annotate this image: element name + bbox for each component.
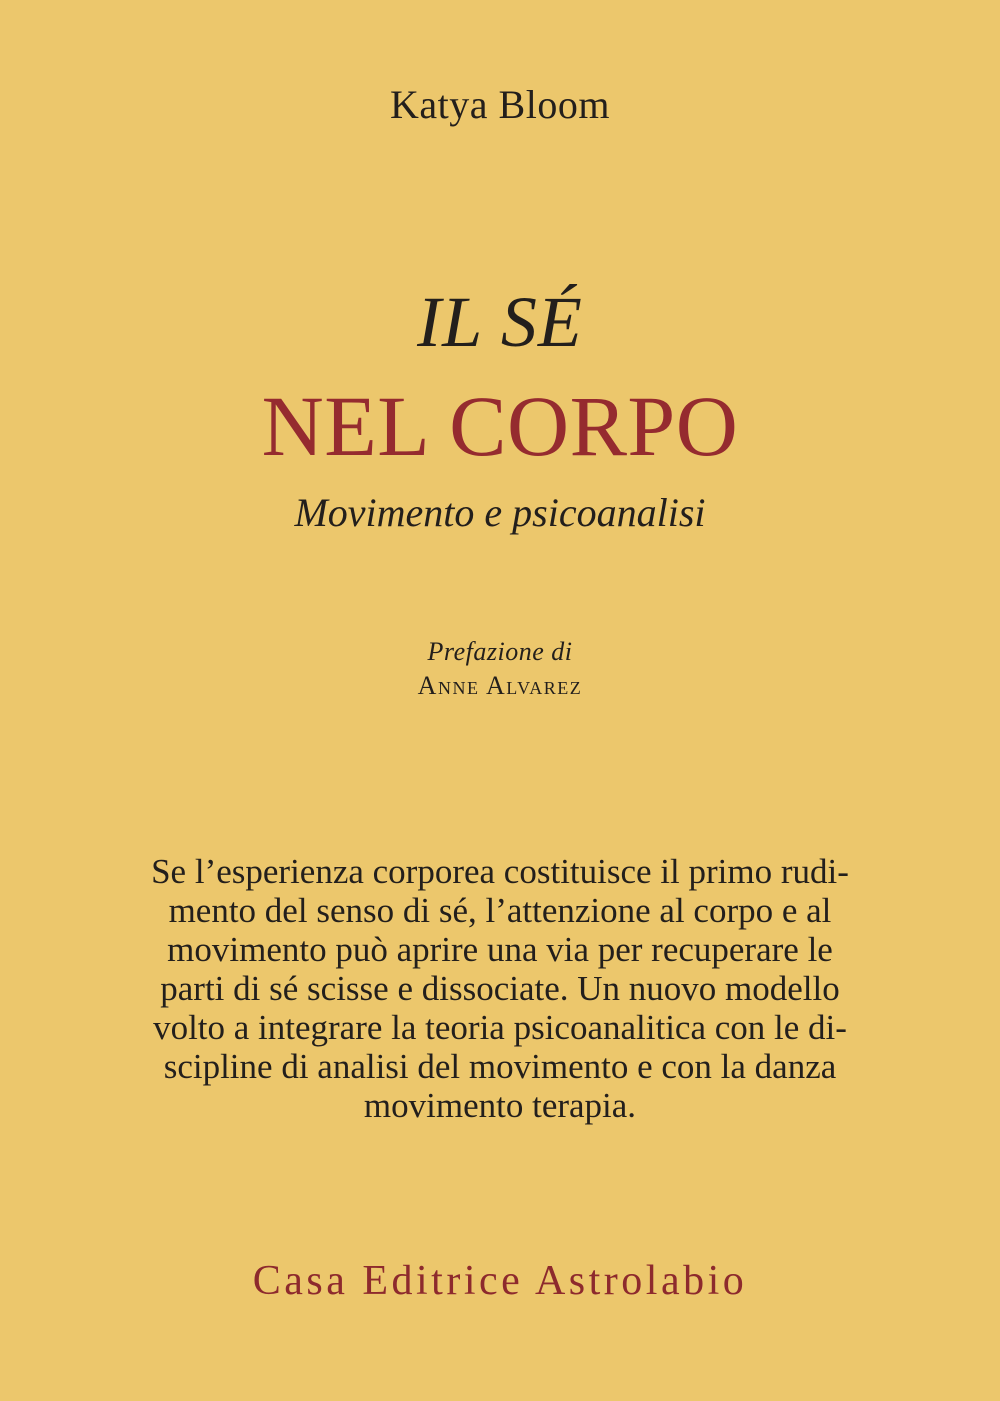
blurb-line: scipline di analisi del movimento e con la danza [163,1047,837,1086]
back-blurb [0,852,1000,1125]
blurb-line: mento del senso di sé, l’attenzione al corpo e al [168,891,832,930]
blurb-line: movimento terapia. [363,1086,637,1125]
blurb-line: volto a integrare la teoria psicoanalitica con le di- [153,1008,847,1047]
preface-author: Anne Alvarez [417,671,583,700]
publisher-name: Casa Editrice Astrolabio [252,1258,748,1304]
blurb-line: Se l’esperienza corporea costituisce il primo rudi- [151,852,849,891]
preface-label: Prefazione di [427,637,573,666]
blurb-line: movimento può aprire una via per recuperare le [167,930,833,969]
title-line-1: IL SÉ [417,282,583,362]
author-name: Katya Bloom [390,82,610,127]
subtitle: Movimento e psicoanalisi [294,490,706,535]
title-line-2: NEL CORPO [261,378,739,474]
blurb-line: parti di sé scisse e dissociate. Un nuovo modello [160,969,840,1008]
